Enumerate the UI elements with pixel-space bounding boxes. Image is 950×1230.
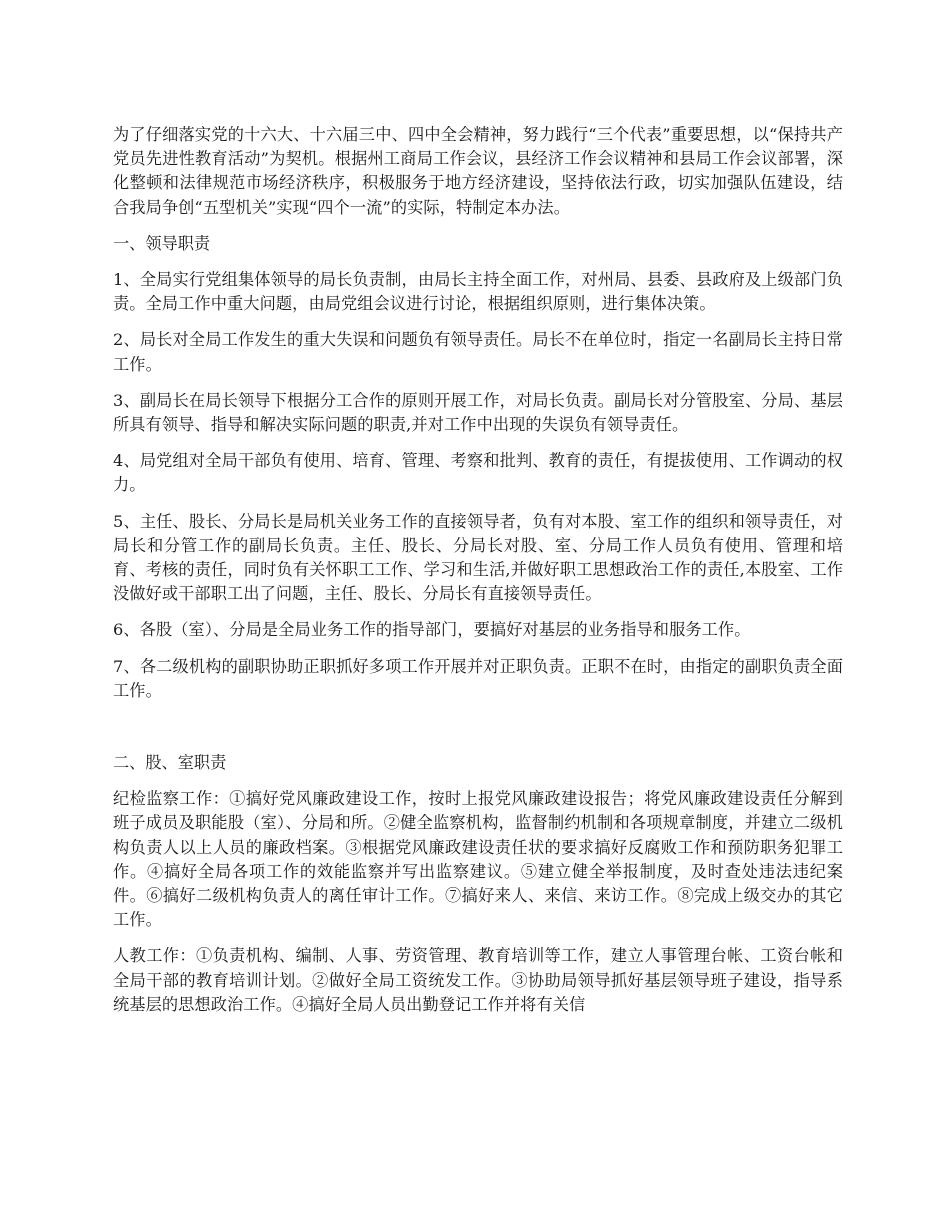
leadership-item-5: 5、主任、股长、分局长是局机关业务工作的直接领导者，负有对本股、室工作的组织和领导责任，对局长和分管工作的副局长负责。主任、股长、分局长对股、室、分局工作人员负有使用、管理和培育、考核的责任，同时负有关怀职工工作、学习和生活,并做好职工思想政治工作的责任,本股室、工作没做好或干部职工出了问题，主任、股长、分局长有直接领导责任。 [113,511,843,604]
section-heading-leadership: 一、领导职责 [113,233,211,253]
leadership-item-1: 1、全局实行党组集体领导的局长负责制，由局长主持全面工作，对州局、县委、县政府及上级部门负责。全局工作中重大问题，由局党组会议进行讨论，根据组织原则，进行集体决策。 [113,270,843,314]
leadership-item-4: 4、局党组对全局干部负有使用、培育、管理、考察和批判、教育的责任，有提拔使用、工作调动的权力。 [113,451,843,495]
leadership-item-3: 3、副局长在局长领导下根据分工合作的原则开展工作，对局长负责。副局长对分管股室、分局、基层所具有领导、指导和解决实际问题的职责,并对工作中出现的失误负有领导责任。 [113,390,843,435]
department-discipline-paragraph: 纪检监察工作：①搞好党风廉政建设工作，按时上报党风廉政建设报告；将党风廉政建设责任分解到班子成员及职能股（室）、分局和所。②健全监察机构，监督制约机制和各项规章制度，并建立二级机构负责人以上人员的廉政档案。③根据党风廉政建设责任状的要求搞好反腐败工作和预防职务犯罪工作。④搞好全局各项工作的效能监察并写出监察建议。⑤建立健全举报制度，及时查处违法违纪案件。⑥搞好二级机构负责人的离任审计工作。⑦搞好来人、来信、来访工作。⑧完成上级交办的其它工作。 [113,789,843,930]
leadership-item-2: 2、局长对全局工作发生的重大失误和问题负有领导责任。局长不在单位时，指定一名副局长主持日常工作。 [113,330,843,374]
document-body [113,123,843,1029]
intro-paragraph: 为了仔细落实党的十六大、十六届三中、四中全会精神，努力践行“三个代表”重要思想，以“保持共产党员先进性教育活动”为契机。根据州工商局工作会议，县经济工作会议精神和县局工作会议部署，深化整顿和法律规范市场经济秩序，积极服务于地方经济建设，坚持依法行政，切实加强队伍建设，结合我局争创“五型机关”实现“四个一流”的实际，特制定本办法。 [113,125,843,217]
department-personnel-paragraph: 人教工作：①负责机构、编制、人事、劳资管理、教育培训等工作，建立人事管理台帐、工资台帐和全局干部的教育培训计划。②做好全局工资统发工作。③协助局领导抓好基层领导班子建设，指导系统基层的思想政治工作。④搞好全局人员出勤登记工作并将有关信 [113,946,843,1014]
section-heading-departments: 二、股、室职责 [113,753,227,773]
section-spacer [113,715,843,751]
leadership-item-6: 6、各股（室）、分局是全局业务工作的指导部门，要搞好对基层的业务指导和服务工作。 [113,620,751,640]
leadership-item-7: 7、各二级机构的副职协助正职抓好多项工作开展并对正职负责。正职不在时，由指定的副职负责全面工作。 [113,656,843,700]
